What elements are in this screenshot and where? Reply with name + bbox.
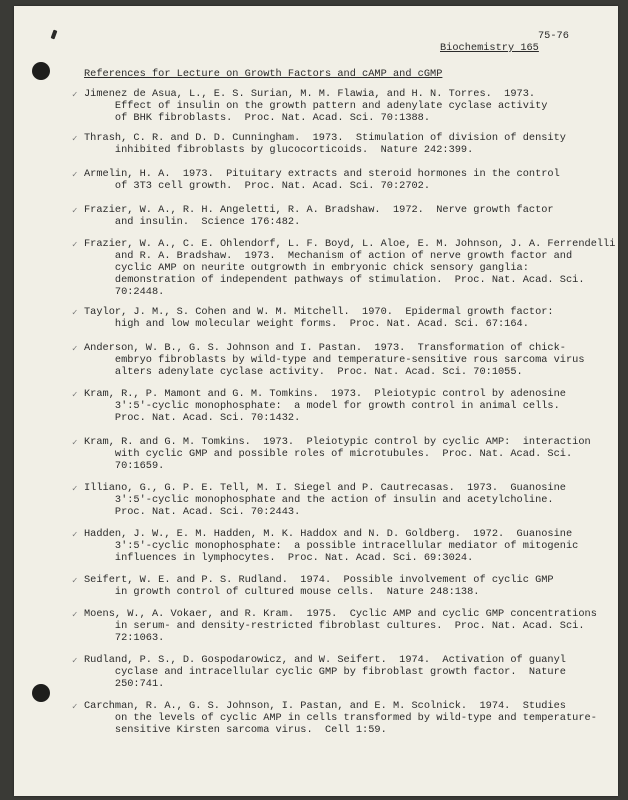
page-number: 75-76	[538, 30, 569, 42]
punch-hole	[32, 62, 50, 80]
check-mark-icon: ✓	[72, 134, 78, 144]
reference-line: high and low molecular weight forms. Proc. Nat. Acad. Sci. 67:164.	[84, 318, 529, 330]
reference-entry	[84, 306, 554, 330]
check-mark-icon: ✓	[72, 656, 78, 666]
reference-line: 70:2448.	[84, 286, 165, 298]
check-mark-icon: ✓	[72, 240, 78, 250]
reference-line: Frazier, W. A., R. H. Angeletti, R. A. Bradshaw. 1972. Nerve growth factor	[84, 204, 554, 216]
reference-line: 72:1063.	[84, 632, 165, 644]
check-mark-icon: ✓	[72, 702, 78, 712]
check-mark-icon: ✓	[72, 610, 78, 620]
reference-line: Kram, R. and G. M. Tomkins. 1973. Pleiotypic control by cyclic AMP: interaction	[84, 436, 591, 448]
reference-entry	[84, 608, 597, 644]
check-mark-icon: ✓	[72, 576, 78, 586]
reference-line: inhibited fibroblasts by glucocorticoids. Nature 242:399.	[84, 144, 474, 156]
reference-line: on the levels of cyclic AMP in cells transformed by wild-type and temperature-	[84, 712, 597, 724]
reference-line: alters adenylate cyclase activity. Proc. Nat. Acad. Sci. 70:1055.	[84, 366, 523, 378]
reference-line: cyclic AMP on neurite outgrowth in embryonic chick sensory ganglia:	[84, 262, 529, 274]
reference-line: 250:741.	[84, 678, 165, 690]
reference-line: Anderson, W. B., G. S. Johnson and I. Pastan. 1973. Transformation of chick-	[84, 342, 566, 354]
check-mark-icon: ✓	[72, 390, 78, 400]
reference-line: Rudland, P. S., D. Gospodarowicz, and W. Seifert. 1974. Activation of guanyl	[84, 654, 566, 666]
reference-line: Hadden, J. W., E. M. Hadden, M. K. Haddox and N. D. Goldberg. 1972. Guanosine	[84, 528, 573, 540]
reference-line: Proc. Nat. Acad. Sci. 70:2443.	[84, 506, 301, 518]
reference-line: influences in lymphocytes. Proc. Nat. Acad. Sci. 69:3024.	[84, 552, 474, 564]
document-title: References for Lecture on Growth Factors and cAMP and cGMP	[84, 68, 443, 80]
reference-line: Thrash, C. R. and D. D. Cunningham. 1973. Stimulation of division of density	[84, 132, 566, 144]
reference-entry	[84, 132, 566, 156]
reference-line: Taylor, J. M., S. Cohen and W. M. Mitchell. 1970. Epidermal growth factor:	[84, 306, 554, 318]
ink-mark	[51, 30, 58, 40]
reference-line: in growth control of cultured mouse cells. Nature 248:138.	[84, 586, 480, 598]
reference-line: cyclase and intracellular cyclic GMP by fibroblast growth factor. Nature	[84, 666, 566, 678]
document-page	[14, 6, 618, 796]
reference-entry	[84, 88, 547, 124]
check-mark-icon: ✓	[72, 90, 78, 100]
course-title: Biochemistry 165	[440, 42, 539, 54]
reference-entry	[84, 436, 591, 472]
check-mark-icon: ✓	[72, 530, 78, 540]
reference-entry	[84, 204, 554, 228]
reference-entry	[84, 574, 554, 598]
reference-line: sensitive Kirsten sarcoma virus. Cell 1:59.	[84, 724, 387, 736]
reference-line: Illiano, G., G. P. E. Tell, M. I. Siegel and P. Cautrecasas. 1973. Guanosine	[84, 482, 566, 494]
reference-line: of 3T3 cell growth. Proc. Nat. Acad. Sci. 70:2702.	[84, 180, 431, 192]
reference-entry	[84, 700, 597, 736]
check-mark-icon: ✓	[72, 308, 78, 318]
reference-line: Carchman, R. A., G. S. Johnson, I. Pastan, and E. M. Scolnick. 1974. Studies	[84, 700, 566, 712]
reference-line: 3':5'-cyclic monophosphate: a model for growth control in animal cells.	[84, 400, 560, 412]
reference-entry	[84, 482, 566, 518]
check-mark-icon: ✓	[72, 438, 78, 448]
reference-line: Kram, R., P. Mamont and G. M. Tomkins. 1973. Pleiotypic control by adenosine	[84, 388, 566, 400]
reference-line: and R. A. Bradshaw. 1973. Mechanism of action of nerve growth factor and	[84, 250, 573, 262]
reference-line: Proc. Nat. Acad. Sci. 70:1432.	[84, 412, 301, 424]
reference-line: 70:1659.	[84, 460, 165, 472]
reference-line: demonstration of independent pathways of stimulation. Proc. Nat. Acad. Sci.	[84, 274, 585, 286]
check-mark-icon: ✓	[72, 206, 78, 216]
reference-entry	[84, 528, 578, 564]
reference-line: 3':5'-cyclic monophosphate and the action of insulin and acetylcholine.	[84, 494, 554, 506]
reference-entry	[84, 168, 560, 192]
reference-entry	[84, 654, 566, 690]
reference-line: Armelin, H. A. 1973. Pituitary extracts and steroid hormones in the control	[84, 168, 560, 180]
reference-line: embryo fibroblasts by wild-type and temperature-sensitive rous sarcoma virus	[84, 354, 585, 366]
check-mark-icon: ✓	[72, 344, 78, 354]
reference-line: with cyclic GMP and possible roles of microtubules. Proc. Nat. Acad. Sci.	[84, 448, 573, 460]
punch-hole	[32, 684, 50, 702]
reference-entry	[84, 388, 566, 424]
reference-line: Seifert, W. E. and P. S. Rudland. 1974. Possible involvement of cyclic GMP	[84, 574, 554, 586]
reference-entry	[84, 238, 615, 298]
reference-line: 3':5'-cyclic monophosphate: a possible intracellular mediator of mitogenic	[84, 540, 579, 552]
check-mark-icon: ✓	[72, 170, 78, 180]
reference-line: in serum- and density-restricted fibroblast cultures. Proc. Nat. Acad. Sci.	[84, 620, 585, 632]
reference-line: Effect of insulin on the growth pattern and adenylate cyclase activity	[84, 100, 548, 112]
reference-line: Frazier, W. A., C. E. Ohlendorf, L. F. Boyd, L. Aloe, E. M. Johnson, J. A. Ferrendelli	[84, 238, 616, 250]
reference-line: Jimenez de Asua, L., E. S. Surian, M. M. Flawia, and H. N. Torres. 1973.	[84, 88, 536, 100]
reference-entry	[84, 342, 585, 378]
reference-line: Moens, W., A. Vokaer, and R. Kram. 1975. Cyclic AMP and cyclic GMP concentrations	[84, 608, 597, 620]
reference-line: of BHK fibroblasts. Proc. Nat. Acad. Sci. 70:1388.	[84, 112, 431, 124]
check-mark-icon: ✓	[72, 484, 78, 494]
reference-line: and insulin. Science 176:482.	[84, 216, 301, 228]
